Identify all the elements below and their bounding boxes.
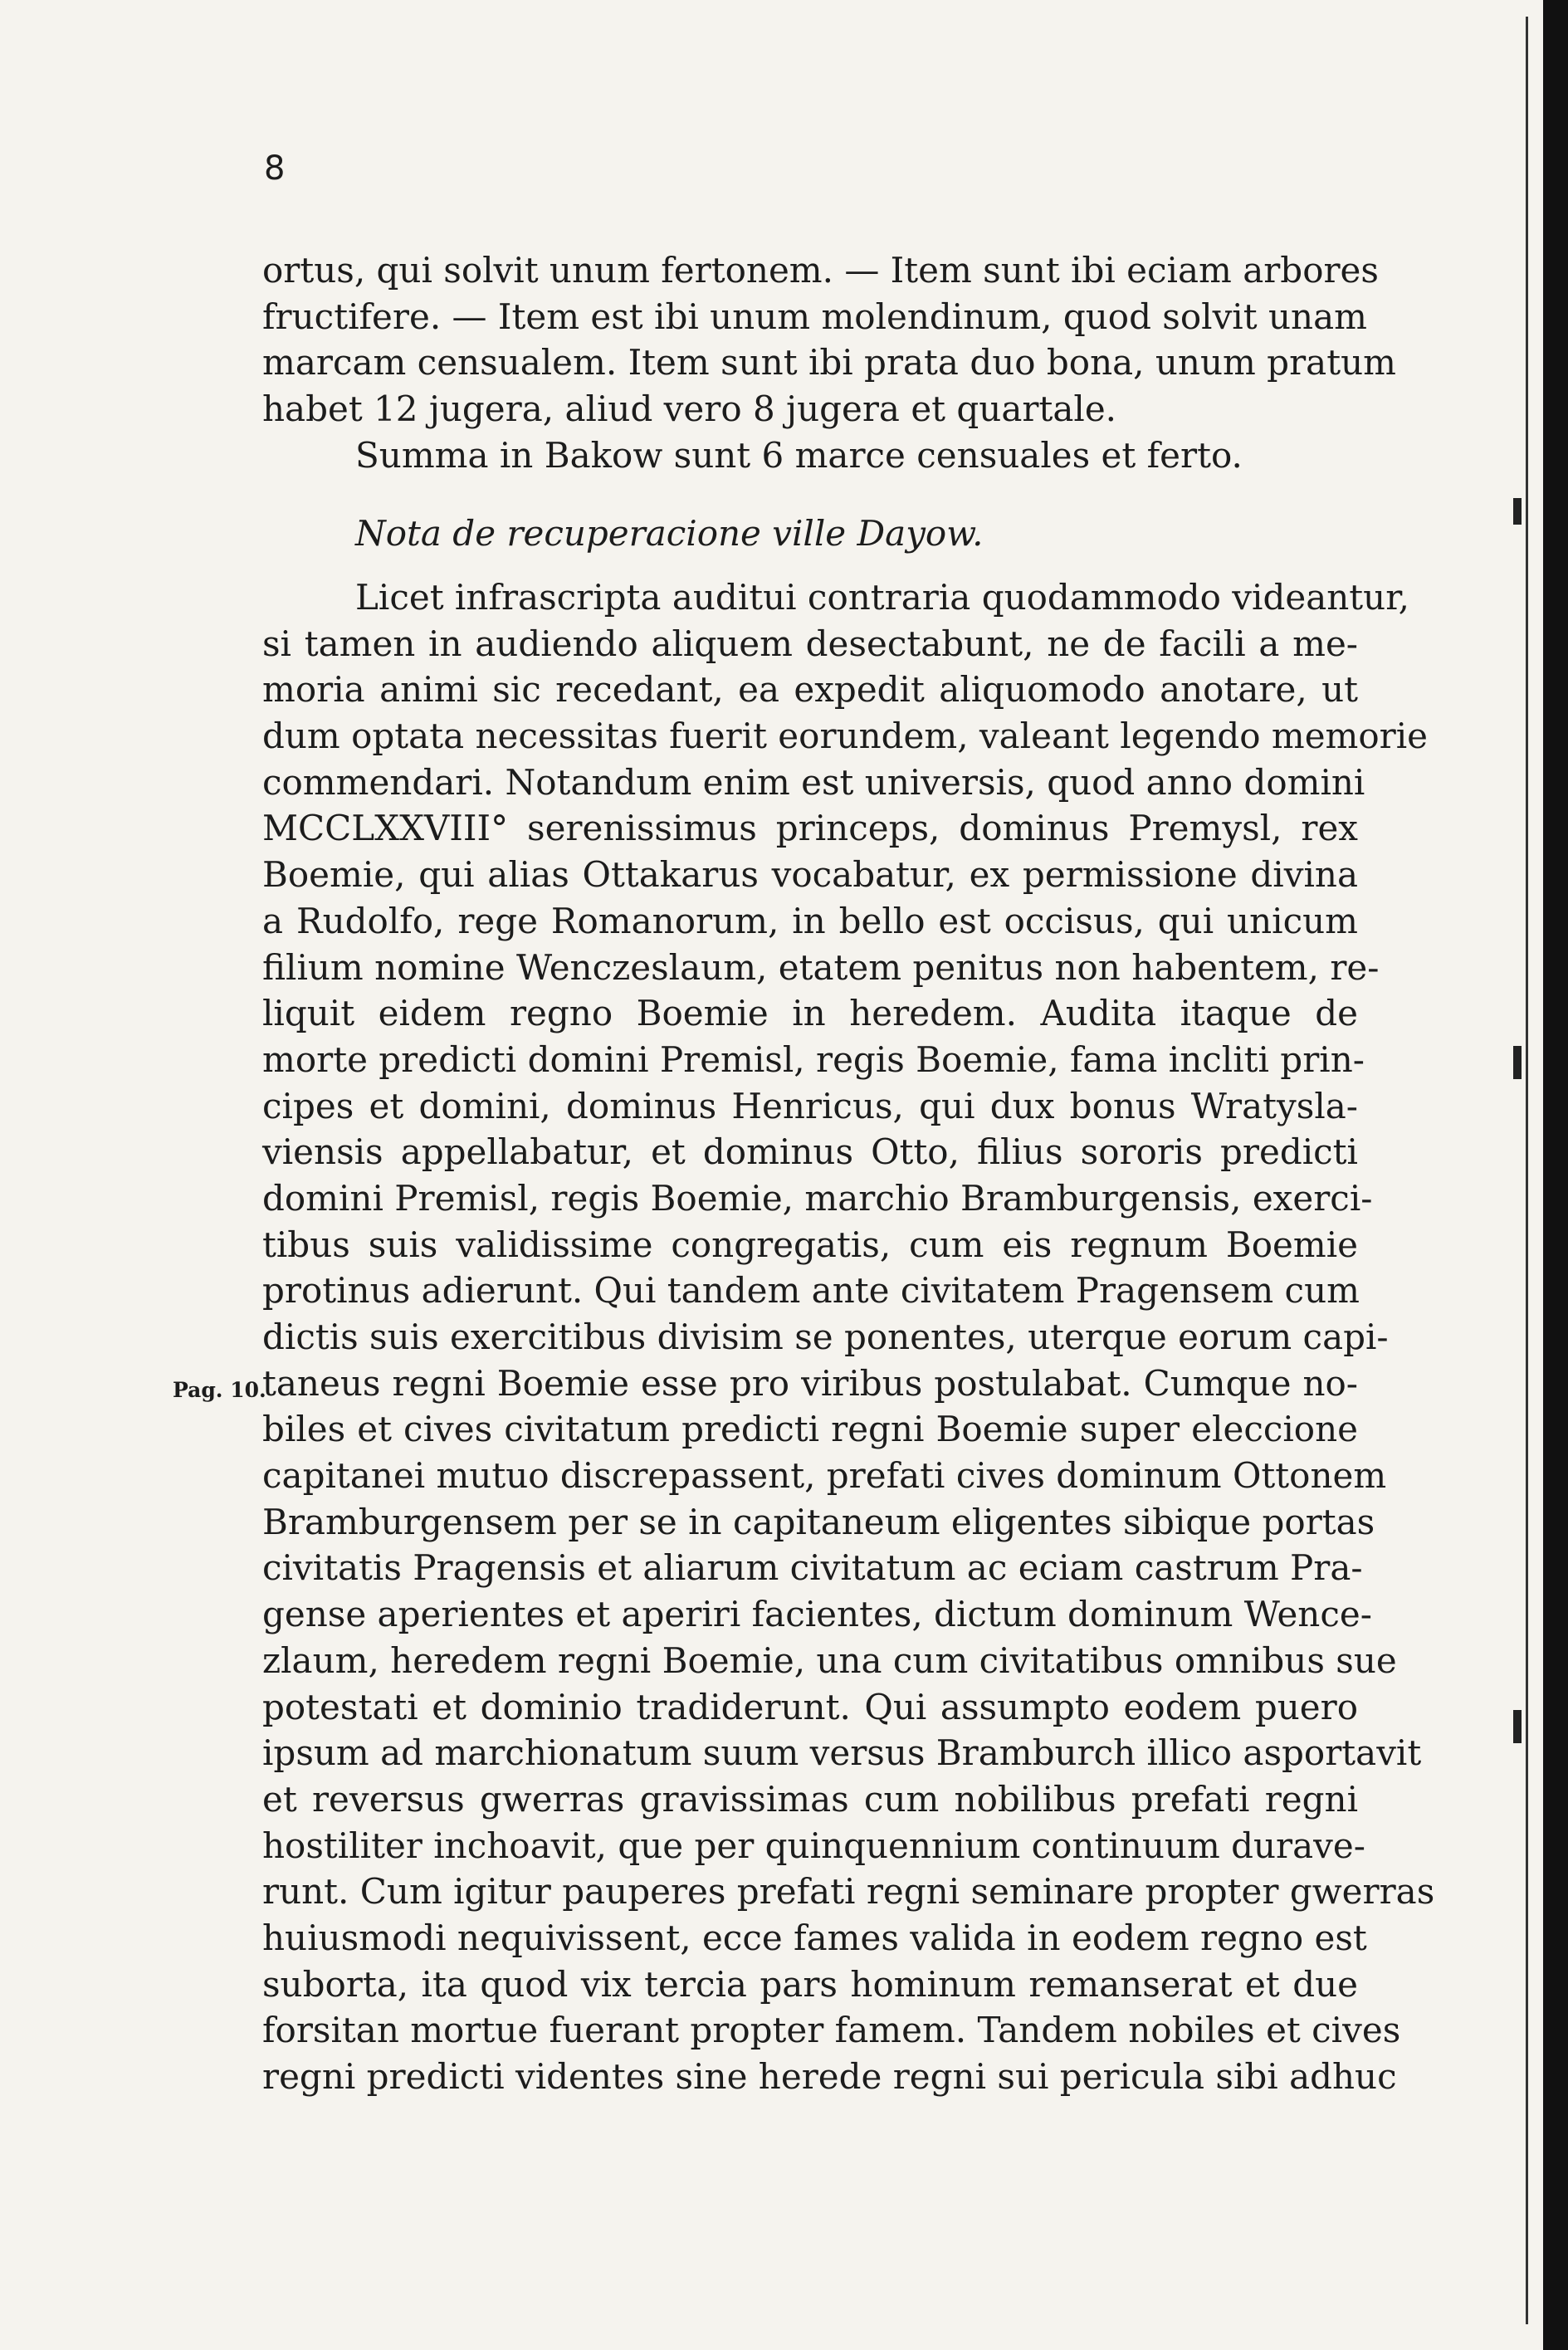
text-line: runt. Cum igitur pauperes prefati regni seminare propter gwerras [262,1871,1435,1913]
section-heading [262,511,1358,557]
text-line: Boemie, qui alias Ottakarus vocabatur, ex permissione divina [262,854,1358,896]
text-line: ipsum ad marchionatum suum versus Bramburch illico asportavit [262,1732,1422,1774]
text-line: liquit eidem regno Boemie in heredem. Audita itaque de [262,993,1358,1034]
text-line: huiusmodi nequivissent, ecce fames valida in eodem regno est [262,1917,1367,1958]
text-line: potestati et dominio tradiderunt. Qui assumpto eodem puero [262,1686,1358,1727]
text-line: suborta, ita quod vix tercia pars hominum remanserat et due [262,1963,1358,2005]
text-line: moria animi sic recedant, ea expedit aliquomodo anotare, ut [262,669,1358,711]
text-line: cipes et domini, dominus Henricus, qui dux bonus Wratysla- [262,1085,1358,1126]
text-line: fructifere. — Item est ibi unum molendinum, quod solvit unam [262,296,1367,337]
text-line: regni predicti videntes sine herede regni sui pericula sibi adhuc [262,2056,1397,2097]
text-line: Licet infrascripta auditui contraria quodammodo videantur, [355,577,1410,618]
margin-note: Pag. 10. [173,1378,266,1402]
text-line: ortus, qui solvit unum fertonem. — Item sunt ibi eciam arbores [262,250,1379,291]
text-line: biles et cives civitatum predicti regni Boemie super eleccione [262,1409,1358,1450]
text-line: et reversus gwerras gravissimas cum nobilibus prefati regni [262,1778,1358,1820]
page-number: 8 [264,149,286,188]
text-line: habet 12 jugera, aliud vero 8 jugera et quartale. [262,388,1117,430]
text-line: viensis appellabatur, et dominus Otto, filius sororis predicti [262,1131,1358,1173]
text-line: commendari. Notandum enim est universis, quod anno domini [262,761,1365,803]
text-line: marcam censualem. Item sunt ibi prata duo bona, unum pratum [262,342,1396,384]
paragraph-2 [262,574,1435,2100]
text-line: filium nomine Wenczeslaum, etatem penitus non habentem, re- [262,946,1380,988]
text-line: si tamen in audiendo aliquem desectabunt, ne de facili a me- [262,623,1358,664]
binding-mark [1526,17,1528,2324]
scan-edge [1543,0,1568,2350]
text-line: zlaum, heredem regni Boemie, una cum civitatibus omnibus sue [262,1639,1397,1681]
text-line: taneus regni Boemie esse pro viribus postulabat. Cumque no- [262,1362,1358,1404]
binding-mark [1513,1710,1522,1743]
summa-line: Summa in Bakow sunt 6 marce censuales et ferto. [355,434,1243,476]
text-line: civitatis Pragensis et aliarum civitatum ac eciam castrum Pra- [262,1547,1363,1589]
text-line: dum optata necessitas fuerit eorundem, valeant legendo memorie [262,716,1429,757]
paragraph-1 [262,247,1396,478]
text-line: morte predicti domini Premisl, regis Boemie, fama incliti prin- [262,1038,1365,1080]
text-line: forsitan mortue fuerant propter famem. Tandem nobiles et cives [262,2010,1401,2051]
text-line: tibus suis validissime congregatis, cum eis regnum Boemie [262,1224,1358,1265]
text-line: Bramburgensem per se in capitaneum eligentes sibique portas [262,1501,1375,1542]
heading-text: Nota de recuperacione ville Dayow. [355,513,984,554]
text-line: hostiliter inchoavit, que per quinquennium continuum durave- [262,1825,1365,1866]
text-line: MCCLXXVIII° serenissimus princeps, dominus Premysl, rex [262,808,1358,849]
text-line: protinus adierunt. Qui tandem ante civitatem Pragensem cum [262,1270,1360,1312]
text-line: dictis suis exercitibus divisim se ponentes, uterque eorum capi- [262,1317,1389,1357]
binding-mark [1513,1046,1522,1079]
text-line: capitanei mutuo discrepassent, prefati cives dominum Ottonem [262,1455,1387,1497]
text-line: domini Premisl, regis Boemie, marchio Bramburgensis, exerci- [262,1177,1373,1219]
text-line: a Rudolfo, rege Romanorum, in bello est occisus, qui unicum [262,900,1358,941]
text-line: gense aperientes et aperiri facientes, dictum dominum Wence- [262,1594,1372,1635]
binding-mark [1513,498,1522,525]
